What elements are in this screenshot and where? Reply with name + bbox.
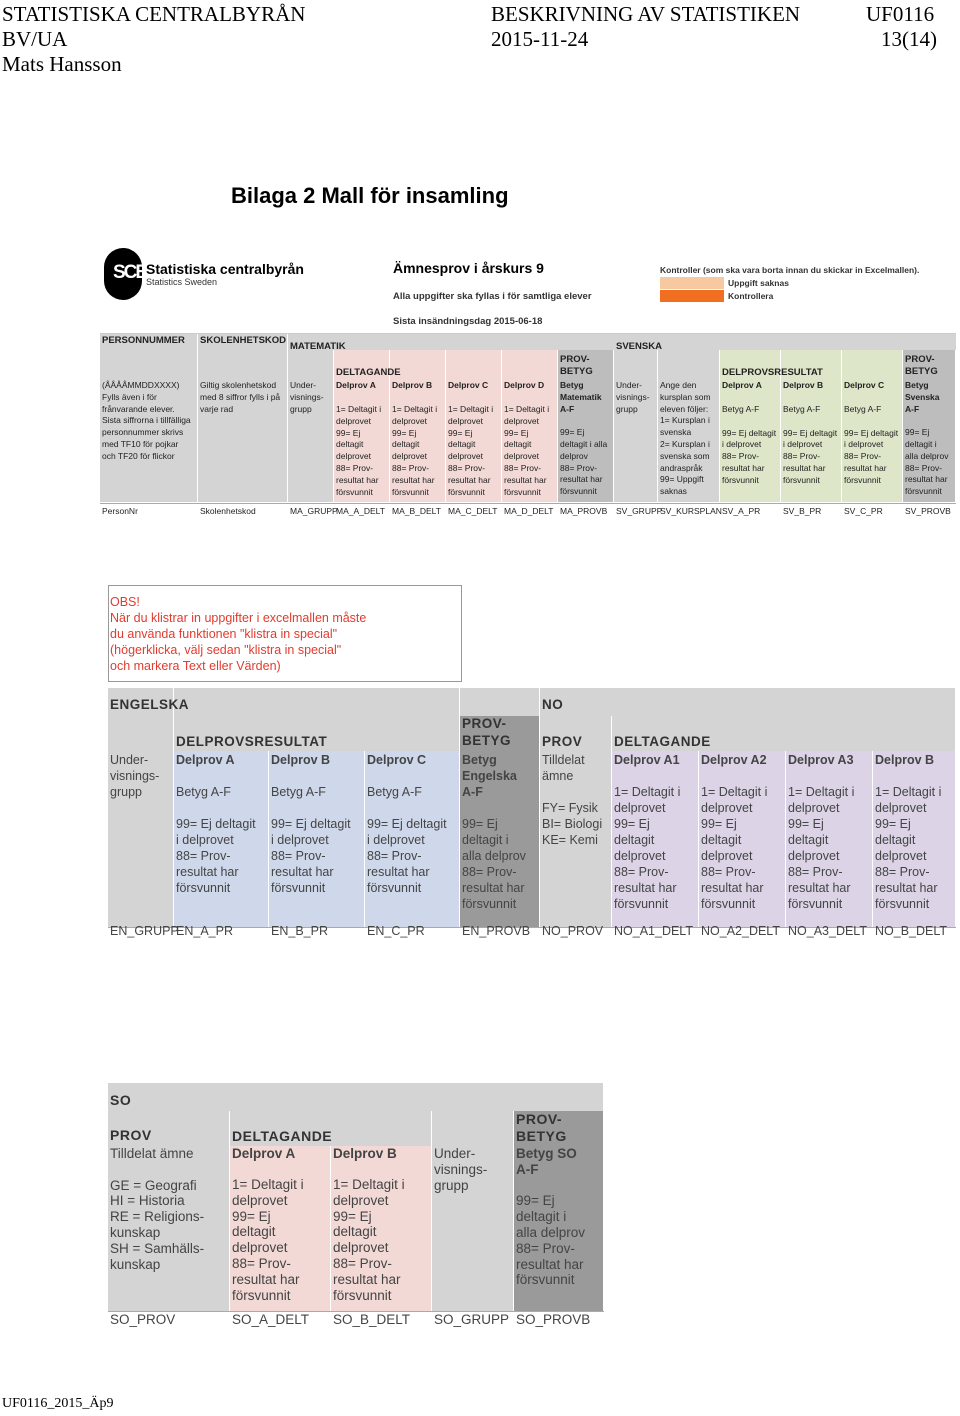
en-delprov-b: Delprov B [271,753,331,767]
code-en-provb: EN_PROVB [462,924,531,938]
personnr-desc: (ÅÅÅÅMMDDXXXX) Fylls även i för frånvarande elever. Sista siffrorna i tillfälliga personnummer skrivs med TF10 för pojkar och TF20 för flickor [102,380,191,461]
ma-a-delt-desc: 1= Deltagit i delprovet 99= Ej deltagit delprovet 88= Prov- resultat har försvunnit [336,404,382,497]
page-number: 13(14) [881,27,937,51]
en-delprov-c: Delprov C [367,753,427,767]
department: BV/UA [2,27,68,51]
deadline: Sista insändningsdag 2015-06-18 [393,316,543,327]
so-grupp-desc: Under- visnings- grupp [434,1146,488,1193]
code-ma-d: MA_D_DELT [504,506,554,516]
code-ma-grupp: MA_GRUPP [290,506,338,516]
no-delprov-a3: Delprov A3 [788,753,854,767]
code-en-a: EN_A_PR [176,924,233,938]
code-ma-provb: MA_PROVB [560,506,608,516]
col-personnr: PERSONNUMMER [102,335,185,346]
sv-a-pr-desc: Betyg A-F 99= Ej deltagit i delprovet 88= Prov- resultat har försvunnit [722,404,777,485]
so-sub-prov: PROV [110,1127,152,1143]
so-sub-deltagande: DELTAGANDE [232,1128,333,1144]
code-sv-grupp: SV_GRUPP [616,506,663,516]
sv-delprov-b: Delprov B [783,380,824,390]
sub-delprovsresultat: DELPROVSRESULTAT [722,367,823,378]
en-betyg-desc: Betyg Engelska A-F 99= Ej deltagit i alla delprov 88= Prov- resultat har försvunnit [462,753,526,911]
en-a-pr-desc: Betyg A-F 99= Ej deltagit i delprovet 88= Prov- resultat har försvunnit [176,785,256,895]
ma-betyg-desc: Betyg Matematik A-F 99= Ej deltagit i alla delprov 88= Prov- resultat har försvunnit [560,380,608,497]
code-ma-c: MA_C_DELT [448,506,498,516]
no-delprov-a2: Delprov A2 [701,753,767,767]
brand-sub: Statistics Sweden [146,277,218,287]
code-en-c: EN_C_PR [367,924,425,938]
code-en-b: EN_B_PR [271,924,328,938]
en-delprov-a: Delprov A [176,753,235,767]
ma-b-delt-desc: 1= Deltagit i delprovet 99= Ej deltagit delprovet 88= Prov- resultat har försvunnit [392,404,438,497]
code-no-a3: NO_A3_DELT [788,924,867,938]
doc-date: 2015-11-24 [491,27,589,51]
no-a2-delt-desc: 1= Deltagit i delprovet 99= Ej deltagit delprovet 88= Prov- resultat har försvunnit [701,785,768,911]
org-name: STATISTISKA CENTRALBYRÅN [2,2,306,26]
sub-deltagande: DELTAGANDE [336,367,401,378]
no-delprov-a1: Delprov A1 [614,753,680,767]
code-so-grupp: SO_GRUPP [434,1312,510,1327]
sv-provbetyg-2: BETYG [905,366,938,377]
ma-delprov-d: Delprov D [504,380,545,390]
en-sub-delprovsresultat: DELPROVSRESULTAT [176,734,328,749]
skolenhet-desc: Giltig skolenhetskod med 8 siffror fylls i på varje rad [200,380,281,414]
ma-delprov-c: Delprov C [448,380,489,390]
code-so-a: SO_A_DELT [232,1312,310,1327]
no-sub-deltagande: DELTAGANDE [614,734,711,749]
code-sv-provb: SV_PROVB [905,506,951,516]
sv-c-pr-desc: Betyg A-F 99= Ej deltagit i delprovet 88= Prov- resultat har försvunnit [844,404,899,485]
group-so: SO [110,1092,132,1108]
group-matematik: MATEMATIK [290,341,346,352]
code-so-provb: SO_PROVB [516,1312,591,1327]
group-no: NO [542,697,564,712]
code-no-a2: NO_A2_DELT [701,924,780,938]
code-sv-b: SV_B_PR [783,506,822,516]
code-en-grupp: EN_GRUPP [110,924,179,938]
so-betyg-desc: Betyg SO A-F 99= Ej deltagit i alla delprov 88= Prov- resultat har försvunnit [516,1146,586,1288]
no-a1-delt-desc: 1= Deltagit i delprovet 99= Ej deltagit delprovet 88= Prov- resultat har försvunnit [614,785,681,911]
group-svenska: SVENSKA [616,341,662,352]
author: Mats Hansson [2,52,122,76]
code-sv-c: SV_C_PR [844,506,883,516]
code-skolenhet: Skolenhetskod [200,506,256,516]
ma-d-delt-desc: 1= Deltagit i delprovet 99= Ej deltagit delprovet 88= Prov- resultat har försvunnit [504,404,550,497]
en-c-pr-desc: Betyg A-F 99= Ej deltagit i delprovet 88= Prov- resultat har försvunnit [367,785,447,895]
sv-betyg-desc: Betyg Svenska A-F 99= Ej deltagit i alla delprov 88= Prov- resultat har försvunnit [905,380,949,497]
ma-provbetyg-1: PROV- [560,354,590,365]
so-delprov-a: Delprov A [232,1146,296,1161]
so-a-delt-desc: 1= Deltagit i delprovet 99= Ej deltagit delprovet 88= Prov- resultat har försvunnit [232,1177,304,1303]
sv-provbetyg-1: PROV- [905,354,935,365]
code-no-b: NO_B_DELT [875,924,948,938]
so-delprov-b: Delprov B [333,1146,397,1161]
form-title: Ämnesprov i årskurs 9 [393,260,544,276]
en-b-pr-desc: Betyg A-F 99= Ej deltagit i delprovet 88= Prov- resultat har försvunnit [271,785,351,895]
ma-grupp-desc: Under- visnings- grupp [290,380,324,414]
no-prov-desc: Tilldelat ämne FY= Fysik BI= Biologi KE= Kemi [542,753,603,847]
brand-name: Statistiska centralbyrån [146,261,304,277]
legend-missing-swatch [660,277,724,289]
ma-delprov-a: Delprov A [336,380,376,390]
col-skolenhet: SKOLENHETSKOD [200,335,287,346]
scb-logo: SCB [104,248,142,300]
no-delprov-b: Delprov B [875,753,935,767]
en-provbetyg-1: PROV- [462,716,507,731]
ma-provbetyg-2: BETYG [560,366,593,377]
group-engelska: ENGELSKA [110,697,190,712]
legend-control: Kontrollera [728,291,774,301]
excel-template-sheet-1 [100,244,956,520]
code-so-prov: SO_PROV [110,1312,176,1327]
code-no-a1: NO_A1_DELT [614,924,693,938]
ma-c-delt-desc: 1= Deltagit i delprovet 99= Ej deltagit delprovet 88= Prov- resultat har försvunnit [448,404,494,497]
obs-text: OBS! När du klistrar in uppgifter i excelmallen måste du använda funktionen "klistra in special" (högerklicka, välj sedan "klistra in special" och markera Text eller Värden) [110,595,367,673]
code-ma-a: MA_A_DELT [336,506,385,516]
form-sub: Alla uppgifter ska fyllas i för samtliga elever [393,291,592,302]
code-so-b: SO_B_DELT [333,1312,411,1327]
page-title: Bilaga 2 Mall för insamling [231,183,509,208]
code-no-prov: NO_PROV [542,924,604,938]
excel-template-sheet-2 [108,585,956,943]
controls-title: Kontroller (som ska vara borta innan du skickar in Excelmallen). [660,265,920,275]
so-b-delt-desc: 1= Deltagit i delprovet 99= Ej deltagit delprovet 88= Prov- resultat har försvunnit [333,1177,405,1303]
so-provbetyg-1: PROV- [516,1111,563,1127]
code-sv-kursplan: SV_KURSPLAN [660,506,722,516]
so-prov-desc: Tilldelat ämne GE = Geografi HI = Historia RE = Religions- kunskap SH = Samhälls- kunskap [110,1146,205,1272]
sv-grupp-desc: Under- visnings- grupp [616,380,650,414]
no-b-delt-desc: 1= Deltagit i delprovet 99= Ej deltagit delprovet 88= Prov- resultat har försvunnit [875,785,942,911]
sv-delprov-c: Delprov C [844,380,885,390]
code-sv-a: SV_A_PR [722,506,761,516]
code-ma-b: MA_B_DELT [392,506,441,516]
so-provbetyg-2: BETYG [516,1128,567,1144]
doc-code: UF0116 [866,2,935,26]
en-grupp-desc: Under- visnings- grupp [110,753,160,799]
footer-code: UF0116_2015_Äp9 [2,1396,114,1411]
sv-delprov-a: Delprov A [722,380,762,390]
excel-template-sheet-3 [108,1083,604,1328]
no-sub-prov: PROV [542,734,583,749]
no-a3-delt-desc: 1= Deltagit i delprovet 99= Ej deltagit delprovet 88= Prov- resultat har försvunnit [788,785,855,911]
legend-missing: Uppgift saknas [728,278,789,288]
ma-delprov-b: Delprov B [392,380,433,390]
sv-b-pr-desc: Betyg A-F 99= Ej deltagit i delprovet 88= Prov- resultat har försvunnit [783,404,838,485]
doc-type: BESKRIVNING AV STATISTIKEN [491,2,801,26]
code-personnr: PersonNr [102,506,138,516]
en-provbetyg-2: BETYG [462,733,512,748]
legend-control-swatch [660,290,724,302]
sv-kursplan-desc: Ange den kursplan som eleven följer: 1= Kursplan i svenska 2= Kursplan i svenska som andraspråk 99= Uppgift saknas [660,380,711,497]
